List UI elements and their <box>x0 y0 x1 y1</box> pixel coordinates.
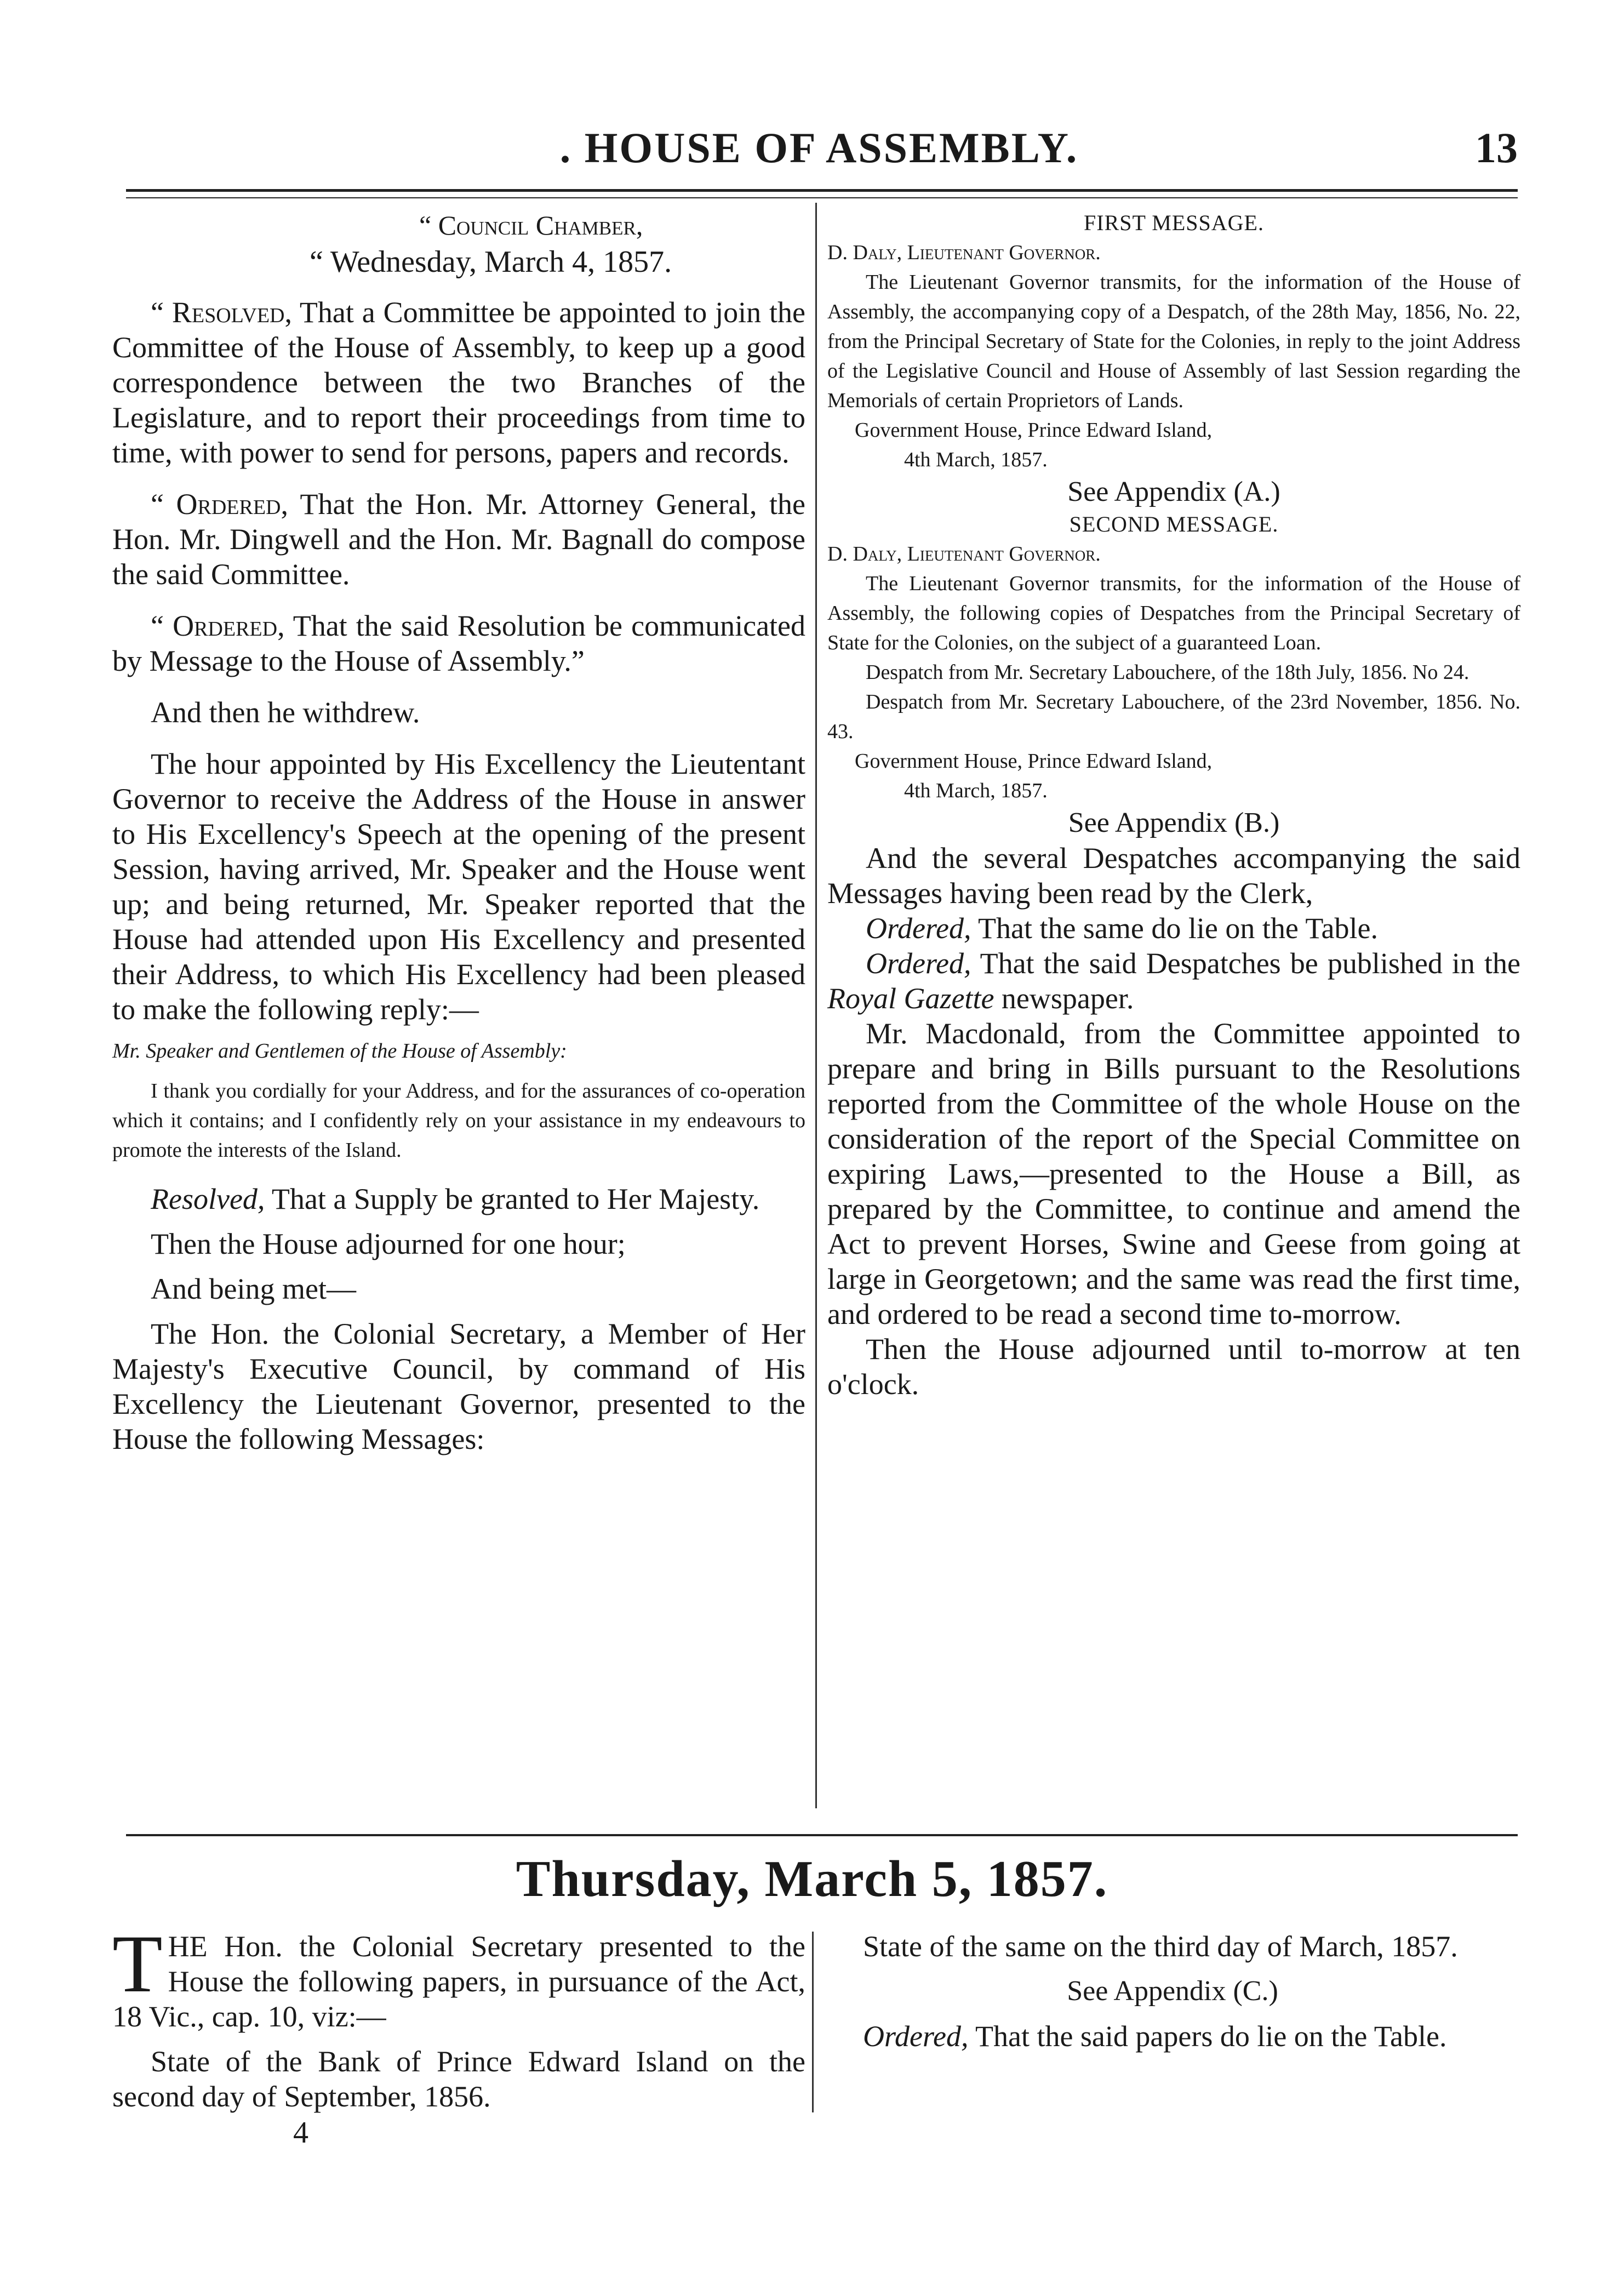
section-rule <box>126 1834 1518 1836</box>
ordered-table-paragraph <box>827 911 1520 946</box>
first-message-text: The Lieutenant Governor transmits, for the information of the House of Assembly, the accompanying copy of a Despatch, of the 28th May, 1856, No. 22, from the Principal Secretary of State for the Colonies, in reply to the joint Address of the Legislative Council and House of Assembly of last Session regarding the Memorials of certain Proprietors of Lands. <box>827 271 1520 412</box>
bottom-right-column <box>825 1929 1520 2054</box>
appendix-c: See Appendix (C.) <box>1067 1975 1278 2007</box>
second-message-from: D. Daly, Lieutenant Governor. <box>827 542 1101 566</box>
resolved-lead: “ Resolved, <box>151 296 292 329</box>
ordered-papers-lead: Ordered, <box>863 2020 969 2053</box>
state-third-march-paragraph: State of the same on the third day of March, 1857. <box>863 1930 1458 1963</box>
despatch-1: Despatch from Mr. Secretary Labouchere, of the 18th July, 1856. No 24. <box>866 661 1469 684</box>
left-column <box>112 208 805 1457</box>
header-rule <box>126 189 1518 198</box>
thursday-intro-text: HE Hon. the Colonial Secretary presented to the House the following papers, in pursuance of the Act, 18 Vic., cap. 10, viz:— <box>112 1930 805 2033</box>
withdrew-paragraph: And then he withdrew. <box>151 696 420 729</box>
council-heading: “ Council Chamber, <box>419 210 643 241</box>
supply-lead: Resolved, <box>151 1183 265 1215</box>
running-title: . HOUSE OF ASSEMBLY. <box>559 124 1079 172</box>
second-message-date: 4th March, 1857. <box>904 779 1048 802</box>
ordered-table-lead: Ordered, <box>866 912 971 945</box>
hour-appointed-paragraph: The hour appointed by His Excellency the Lieutentant Governor to receive the Address of the House in answer to His Excellency's Speech at the opening of the present Session, having arrived, Mr. Speaker and the House went up; and being returned, Mr. Speaker reported that the House had attended upon His Excellency and presented their Address, to which His Excellency had been pleased to make the following reply:— <box>112 747 805 1026</box>
ordered-publish-paragraph <box>827 946 1520 1016</box>
drop-cap: T <box>112 1918 163 2009</box>
running-header <box>121 123 1518 184</box>
council-date: “ Wednesday, March 4, 1857. <box>310 245 672 279</box>
macdonald-bill-paragraph: Mr. Macdonald, from the Committee appointed to prepare and bring in Bills pursuant to the Resolutions reported from the Committee of the whole House on the consideration of the report of the Special Committee on expiring Laws,—presented to the House a Bill, as prepared by the Committee, to continue and amend the Act to prevent Horses, Swine and Geese from going at large in Georgetown; and the same was read the first time, and ordered to be read a second time to-morrow. <box>827 1017 1520 1330</box>
bank-state-paragraph: State of the Bank of Prince Edward Island on the second day of September, 1856. <box>112 2045 805 2113</box>
ordered-publish-lead: Ordered, <box>866 947 971 980</box>
resolved-text: That a Committee be appointed to join the Committee of the House of Assembly, to keep up a good correspondence between the two Branches of the Legislature, and to report their proceedings from time to time, with power to send for persons, papers and records. <box>112 296 805 469</box>
resolved-paragraph <box>112 295 805 470</box>
second-message-title: SECOND MESSAGE. <box>1069 512 1279 536</box>
colonial-secretary-paragraph: The Hon. the Colonial Secretary, a Member of Her Majesty's Executive Council, by command of His Excellency the Lieutenant Governor, presented to the House the following Messages: <box>112 1317 805 1455</box>
page-number: 13 <box>1475 124 1518 172</box>
ordered2-text: That the said Resolution be communicated by Message to the House of Assembly.” <box>112 609 806 677</box>
day-heading: Thursday, March 5, 1857. <box>516 1850 1108 1907</box>
bottom-column-divider <box>812 1932 814 2112</box>
adjourned-tomorrow-paragraph: Then the House adjourned until to-morrow at ten o'clock. <box>827 1333 1520 1401</box>
speech-text: I thank you cordially for your Address, and for the assurances of co-operation which it contains; and I confidently rely on your assistance in my endeavours to promote the interests of the Island. <box>112 1080 805 1162</box>
first-message-from: D. Daly, Lieutenant Governor. <box>827 241 1101 264</box>
ordered-committee-paragraph <box>112 487 805 592</box>
second-message-text: The Lieutenant Governor transmits, for the information of the House of Assembly, the following copies of Despatches from the Principal Secretary of State for the Colonies, on the subject of a guaranteed Loan. <box>827 572 1520 654</box>
ordered-message-paragraph <box>112 608 805 678</box>
ordered-publish-text-b: newspaper. <box>994 982 1134 1015</box>
column-divider <box>815 203 817 1808</box>
ordered-table-text: That the same do lie on the Table. <box>971 912 1378 945</box>
ordered-papers-paragraph <box>825 2019 1520 2054</box>
thursday-intro-paragraph <box>112 1918 805 2034</box>
right-column <box>827 208 1520 1402</box>
ordered-publish-text-a: That the said Despatches be published in the <box>971 947 1520 980</box>
first-appendix: See Appendix (A.) <box>1067 476 1280 507</box>
ordered1-lead: “ Ordered, <box>151 488 288 521</box>
despatch-2: Despatch from Mr. Secretary Labouchere, of the 23rd November, 1856. No. 43. <box>827 690 1520 743</box>
ordered-papers-text: That the said papers do lie on the Table. <box>968 2020 1447 2053</box>
supply-paragraph <box>112 1181 805 1216</box>
first-message-title: FIRST MESSAGE. <box>1084 210 1264 235</box>
bottom-left-column <box>112 1918 805 2114</box>
first-message-date: 4th March, 1857. <box>904 448 1048 471</box>
speech-heading: Mr. Speaker and Gentlemen of the House of Assembly: <box>112 1040 567 1063</box>
adjourned-hour-paragraph: Then the House adjourned for one hour; <box>151 1227 626 1260</box>
royal-gazette: Royal Gazette <box>827 982 994 1015</box>
signature-mark: 4 <box>293 2116 308 2150</box>
supply-text: That a Supply be granted to Her Majesty. <box>265 1183 760 1215</box>
despatches-read-paragraph: And the several Despatches accompanying the said Messages having been read by the Clerk, <box>827 842 1520 910</box>
ordered1-text: That the Hon. Mr. Attorney General, the Hon. Mr. Dingwell and the Hon. Mr. Bagnall do compose the said Committee. <box>112 488 806 591</box>
first-message-place: Government House, Prince Edward Island, <box>855 419 1213 442</box>
ordered2-lead: “ Ordered, <box>151 609 285 642</box>
second-appendix: See Appendix (B.) <box>1068 807 1280 838</box>
second-message-place: Government House, Prince Edward Island, <box>855 750 1213 773</box>
being-met-paragraph: And being met— <box>151 1272 356 1305</box>
